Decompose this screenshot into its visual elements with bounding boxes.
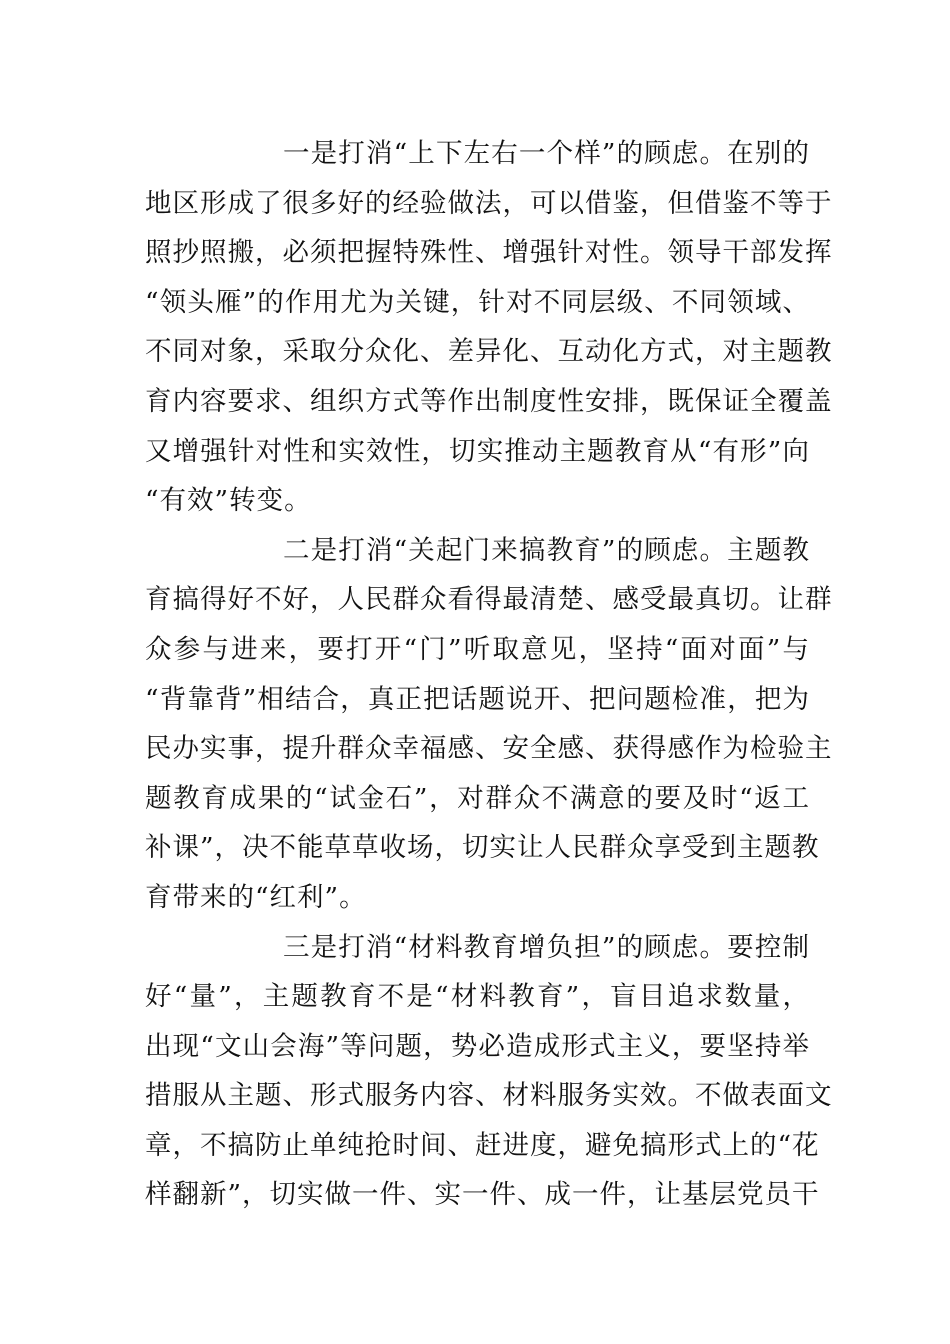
text-line: 补课”，决不能草草收场，切实让人民群众享受到主题教 (145, 832, 820, 864)
text-line: 二是打消“关起门来搞教育”的顾虑。主题教 (283, 534, 810, 566)
text-line: 地区形成了很多好的经验做法，可以借鉴，但借鉴不等于 (145, 187, 833, 219)
text-line: 三是打消“材料教育增负担”的顾虑。要控制 (283, 931, 810, 963)
text-line: 好“量”，主题教育不是“材料教育”，盲目追求数量， (145, 981, 810, 1013)
text-line: 出现“文山会海”等问题，势必造成形式主义，要坚持举 (145, 1030, 810, 1062)
text-line: 育带来的“红利”。 (145, 881, 367, 913)
paragraph-3 (145, 923, 833, 1221)
text-line: 民办实事，提升群众幸福感、安全感、获得感作为检验主 (145, 733, 833, 765)
text-line: 众参与进来，要打开“门”听取意见，坚持“面对面”与 (145, 633, 810, 665)
text-line: 育内容要求、组织方式等作出制度性安排，既保证全覆盖 (145, 385, 833, 417)
text-line: 一是打消“上下左右一个样”的顾虑。在别的 (283, 138, 810, 169)
text-line: 又增强针对性和实效性，切实推动主题教育从“有形”向 (145, 435, 810, 467)
text-line: 不同对象，采取分众化、差异化、互动化方式，对主题教 (145, 336, 833, 368)
paragraph-2 (145, 526, 833, 923)
text-line: 照抄照搬，必须把握特殊性、增强针对性。领导干部发挥 (145, 237, 833, 269)
text-line: “有效”转变。 (145, 485, 312, 517)
text-line: “背靠背”相结合，真正把话题说开、把问题检准，把为 (145, 683, 810, 715)
text-line: 样翻新”，切实做一件、实一件、成一件，让基层党员干 (145, 1179, 820, 1211)
text-line: 措服从主题、形式服务内容、材料服务实效。不做表面文 (145, 1080, 833, 1112)
text-line: 育搞得好不好，人民群众看得最清楚、感受最真切。让群 (145, 584, 833, 616)
text-line: 题教育成果的“试金石”，对群众不满意的要及时“返工 (145, 782, 810, 814)
text-line: “领头雁”的作用尤为关键，针对不同层级、不同领域、 (145, 286, 810, 318)
document-body (145, 129, 833, 1220)
paragraph-1 (145, 129, 833, 526)
text-line: 章，不搞防止单纯抢时间、赶进度，避免搞形式上的“花 (145, 1129, 820, 1161)
